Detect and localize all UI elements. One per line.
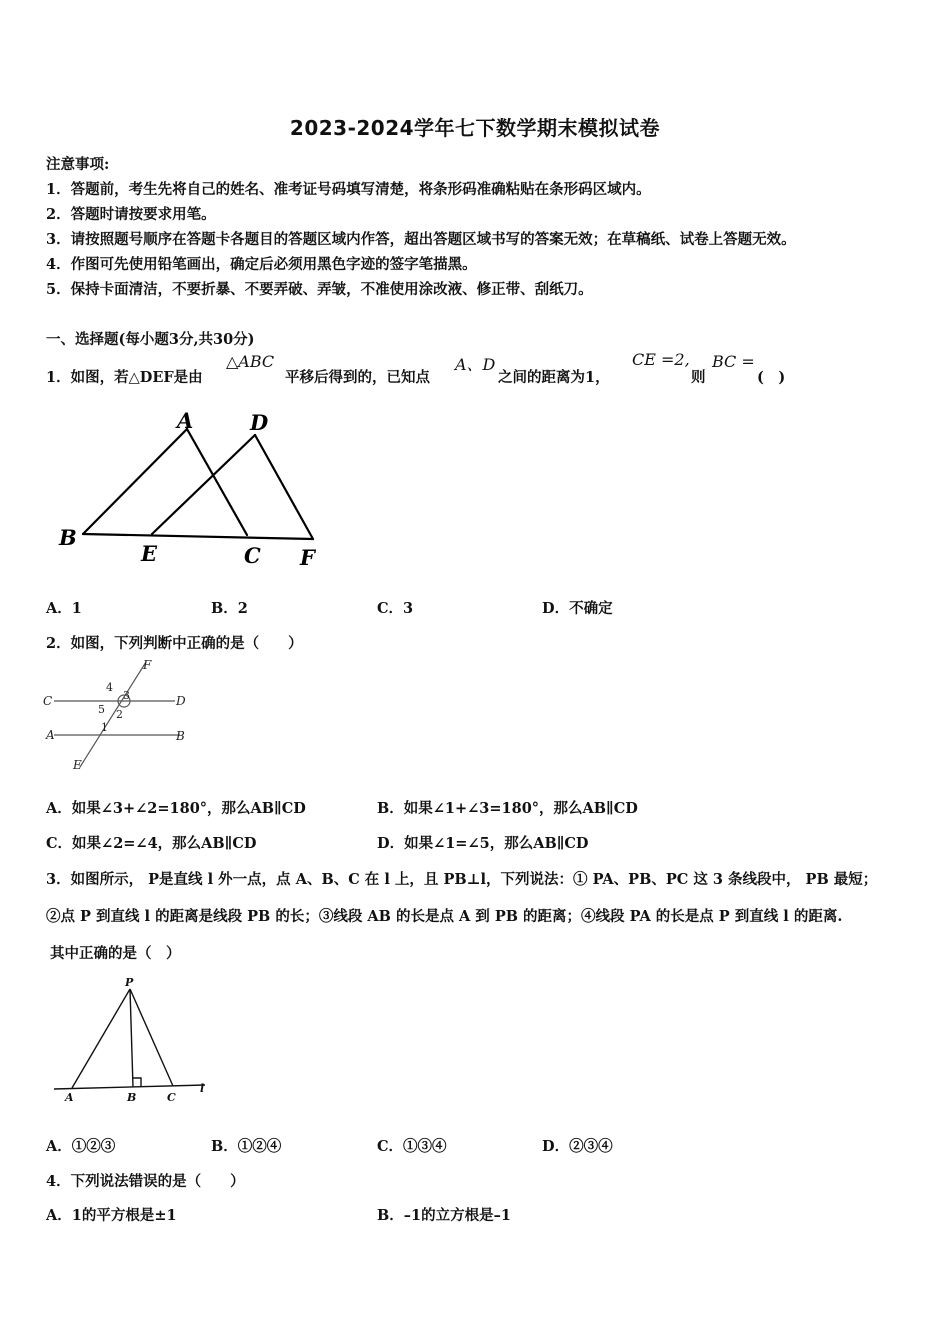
q1-math-ce: CE =2,: [632, 350, 690, 369]
q3-stem-line1: 3．如图所示， P是直线 l 外一点，点 A、B、C 在 l 上，且 PB⊥l，下列说法：① PA、PB、PC 这 3 条线段中， PB 最短；: [46, 871, 878, 888]
q1-label-e: E: [141, 541, 158, 566]
q2-stem: 2．如图，下列判断中正确的是（ ）: [46, 635, 303, 652]
q2-label-c: C: [43, 694, 53, 708]
q3-option-b[interactable]: B．①②④: [211, 1138, 282, 1155]
q3-stem-line3: 其中正确的是（ ）: [50, 945, 181, 962]
q2-label-b: B: [176, 729, 185, 743]
q1-figure: [55, 405, 325, 575]
q3-label-a: A: [65, 1091, 74, 1104]
q3-label-b: B: [127, 1091, 137, 1104]
q2-angle-2: 2: [116, 708, 123, 721]
q1-label-f: F: [300, 545, 315, 570]
q3-option-d[interactable]: D．②③④: [542, 1138, 613, 1155]
q1-option-d[interactable]: D．不确定: [542, 600, 613, 617]
q3-figure: [50, 972, 220, 1107]
q4-option-a[interactable]: A．1的平方根是±1: [46, 1207, 177, 1224]
q3-stem-line2: ②点 P 到直线 l 的距离是线段 PB 的长；③线段 AB 的长是点 A 到 PB 的距离；④线段 PA 的长是点 P 到直线 l 的距离.: [46, 908, 843, 925]
q2-label-e: E: [73, 758, 82, 772]
q2-angle-1: 1: [101, 721, 108, 734]
q2-option-c[interactable]: C．如果∠2=∠4，那么AB∥CD: [46, 835, 257, 852]
q2-angle-4: 4: [106, 681, 113, 694]
notice-item: 2．答题时请按要求用笔。: [46, 206, 216, 223]
q4-option-b[interactable]: B．–1的立方根是–1: [377, 1207, 511, 1224]
q1-option-c[interactable]: C．3: [377, 600, 414, 617]
q1-stem-part1: 1．如图，若△DEF是由: [46, 369, 203, 386]
notice-item: 4．作图可先使用铅笔画出，确定后必须用黑色字迹的签字笔描黑。: [46, 256, 477, 273]
section-heading: 一、选择题(每小题3分,共30分): [46, 331, 255, 348]
q1-option-a[interactable]: A．1: [46, 600, 82, 617]
notice-heading: 注意事项:: [46, 156, 110, 173]
q1-stem-part4: 则: [691, 369, 706, 386]
q2-figure: [40, 655, 200, 775]
q2-label-f: F: [143, 658, 152, 672]
q3-label-p: P: [125, 976, 134, 989]
q2-angle-5: 5: [98, 703, 105, 716]
q1-answer-paren: ( ): [757, 369, 786, 386]
q2-angle-3: 3: [123, 689, 130, 702]
q2-label-a: A: [46, 728, 55, 742]
notice-item: 1．答题前，考生先将自己的姓名、准考证号码填写清楚，将条形码准确粘贴在条形码区域内。: [46, 181, 651, 198]
notice-item: 5．保持卡面清洁，不要折暴、不要弄破、弄皱，不准使用涂改液、修正带、刮纸刀。: [46, 281, 593, 298]
q1-label-a: A: [177, 408, 194, 433]
q3-label-l: l: [200, 1082, 205, 1095]
q3-option-c[interactable]: C．①③④: [377, 1138, 447, 1155]
q2-option-b[interactable]: B．如果∠1+∠3=180°，那么AB∥CD: [377, 800, 638, 817]
q3-option-a[interactable]: A．①②③: [46, 1138, 116, 1155]
q1-label-d: D: [250, 410, 269, 435]
q1-math-bc: BC =: [712, 352, 755, 371]
q1-stem-part3: 之间的距离为1，: [498, 369, 610, 386]
q3-label-c: C: [167, 1091, 176, 1104]
q1-label-c: C: [244, 543, 261, 568]
page-title: 2023-2024学年七下数学期末模拟试卷: [289, 116, 661, 140]
q1-label-b: B: [59, 525, 77, 550]
q2-label-d: D: [176, 694, 186, 708]
q1-option-b[interactable]: B．2: [211, 600, 248, 617]
q2-option-a[interactable]: A．如果∠3+∠2=180°，那么AB∥CD: [46, 800, 306, 817]
notice-item: 3．请按照题号顺序在答题卡各题目的答题区域内作答，超出答题区域书写的答案无效；在草稿纸、试卷上答题无效。: [46, 231, 796, 248]
q1-math-points: A、D: [455, 355, 496, 374]
q4-stem: 4．下列说法错误的是（ ）: [46, 1173, 245, 1190]
q1-math-triangle: △ABC: [226, 352, 275, 371]
q2-option-d[interactable]: D．如果∠1=∠5，那么AB∥CD: [377, 835, 589, 852]
q1-stem-part2: 平移后得到的，已知点: [285, 369, 430, 386]
